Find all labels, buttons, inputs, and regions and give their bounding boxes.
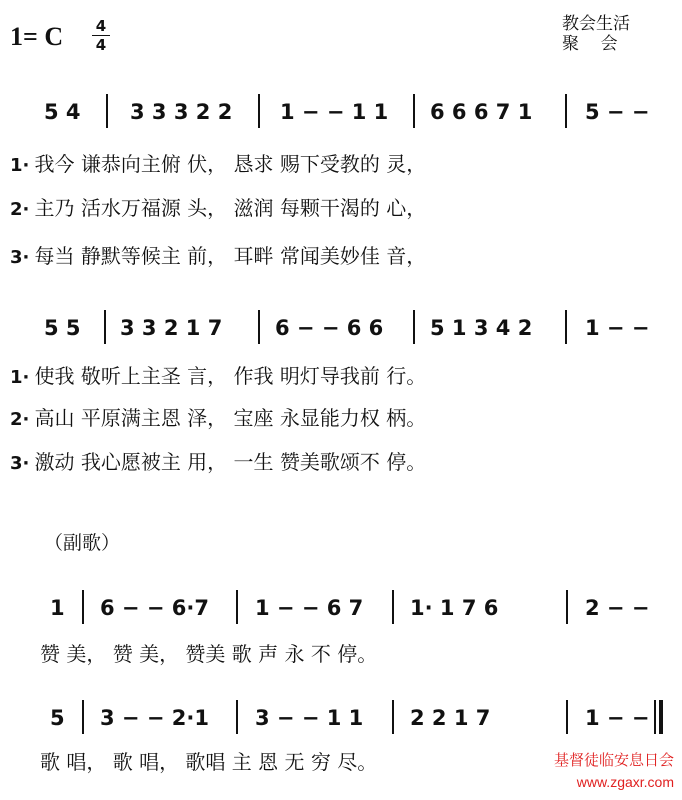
verse-number: 2: [10, 409, 23, 430]
notes-s4-m4: 1 − −: [585, 706, 650, 730]
notes-s1-m3: 6 6 6 7 1: [430, 100, 533, 124]
notes-s2-m2: 6 − − 6 6: [275, 316, 384, 340]
time-signature: [92, 18, 110, 53]
watermark-url: www.zgaxr.com: [576, 774, 674, 790]
verse-number: 2: [10, 199, 23, 220]
meter-bottom: 4: [95, 36, 107, 54]
source-line-2: 聚 会: [562, 34, 618, 54]
notes-s3-m4: 2 − −: [585, 596, 650, 620]
lyrics-text: 我今 谦恭向主俯 伏， 恳求 赐下受教的 灵，: [34, 152, 427, 176]
notes-s4-m1: 3 − − 2·1: [100, 706, 209, 730]
notes-s3-m0: 1: [50, 596, 65, 620]
notes-s3-m2: 1 − − 6 7: [255, 596, 364, 620]
verse-3-line-1: 3· 每当 静默等候主 前， 耳畔 常闻美妙佳 音，: [10, 244, 427, 268]
lyrics-text: 使我 敬听上主圣 言， 作我 明灯导我前 行。: [34, 364, 427, 388]
verse-2-line-1: 2· 主乃 活水万福源 头， 滋润 每颗干渴的 心，: [10, 196, 427, 220]
key-signature: 1= C: [10, 22, 64, 51]
lyrics-text: 激动 我心愿被主 用， 一生 赞美歌颂不 停。: [34, 450, 427, 474]
notes-s3-m1: 6 − − 6·7: [100, 596, 209, 620]
notes-s1-m4: 5 − −: [585, 100, 650, 124]
verse-number: 1: [10, 155, 23, 176]
notes-s4-m2: 3 − − 1 1: [255, 706, 364, 730]
notes-s2-m0: 5 5: [44, 316, 81, 340]
verse-1-line-2: 1· 使我 敬听上主圣 言， 作我 明灯导我前 行。: [10, 364, 427, 388]
lyrics-text: 高山 平原满主恩 泽， 宝座 永显能力权 柄。: [34, 406, 427, 430]
verse-number: 3: [10, 247, 23, 268]
notes-s2-m4: 1 − −: [585, 316, 650, 340]
watermark-text: 基督徒临安息日会: [553, 751, 674, 769]
meter-top: 4: [95, 17, 107, 35]
notes-s3-m3: 1· 1 7 6: [410, 596, 499, 620]
refrain-label: （副歌）: [44, 532, 121, 554]
verse-3-line-2: 3· 激动 我心愿被主 用， 一生 赞美歌颂不 停。: [10, 450, 427, 474]
notes-s2-m3: 5 1 3 4 2: [430, 316, 533, 340]
verse-2-line-2: 2· 高山 平原满主恩 泽， 宝座 永显能力权 柄。: [10, 406, 427, 430]
verse-1-line-1: 1· 我今 谦恭向主俯 伏， 恳求 赐下受教的 灵，: [10, 152, 427, 176]
lyrics-text: 每当 静默等候主 前， 耳畔 常闻美妙佳 音，: [34, 244, 427, 268]
refrain-lyrics-1: 赞 美， 赞 美， 赞美 歌 声 永 不 停。: [40, 642, 378, 666]
source-credit: [562, 14, 630, 54]
notes-s2-m1: 3 3 2 1 7: [120, 316, 223, 340]
refrain-lyrics-2: 歌 唱， 歌 唱， 歌唱 主 恩 无 穷 尽。: [40, 750, 378, 774]
notes-s1-m1: 3 3 3 2 2: [130, 100, 233, 124]
notes-s1-m2: 1 − − 1 1: [280, 100, 389, 124]
notes-s1-m0: 5 4: [44, 100, 81, 124]
notes-s4-m3: 2 2 1 7: [410, 706, 491, 730]
notes-s4-m0: 5: [50, 706, 65, 730]
verse-number: 3: [10, 453, 23, 474]
source-line-1: 教会生活: [562, 14, 630, 34]
lyrics-text: 主乃 活水万福源 头， 滋润 每颗干渴的 心，: [34, 196, 427, 220]
verse-number: 1: [10, 367, 23, 388]
